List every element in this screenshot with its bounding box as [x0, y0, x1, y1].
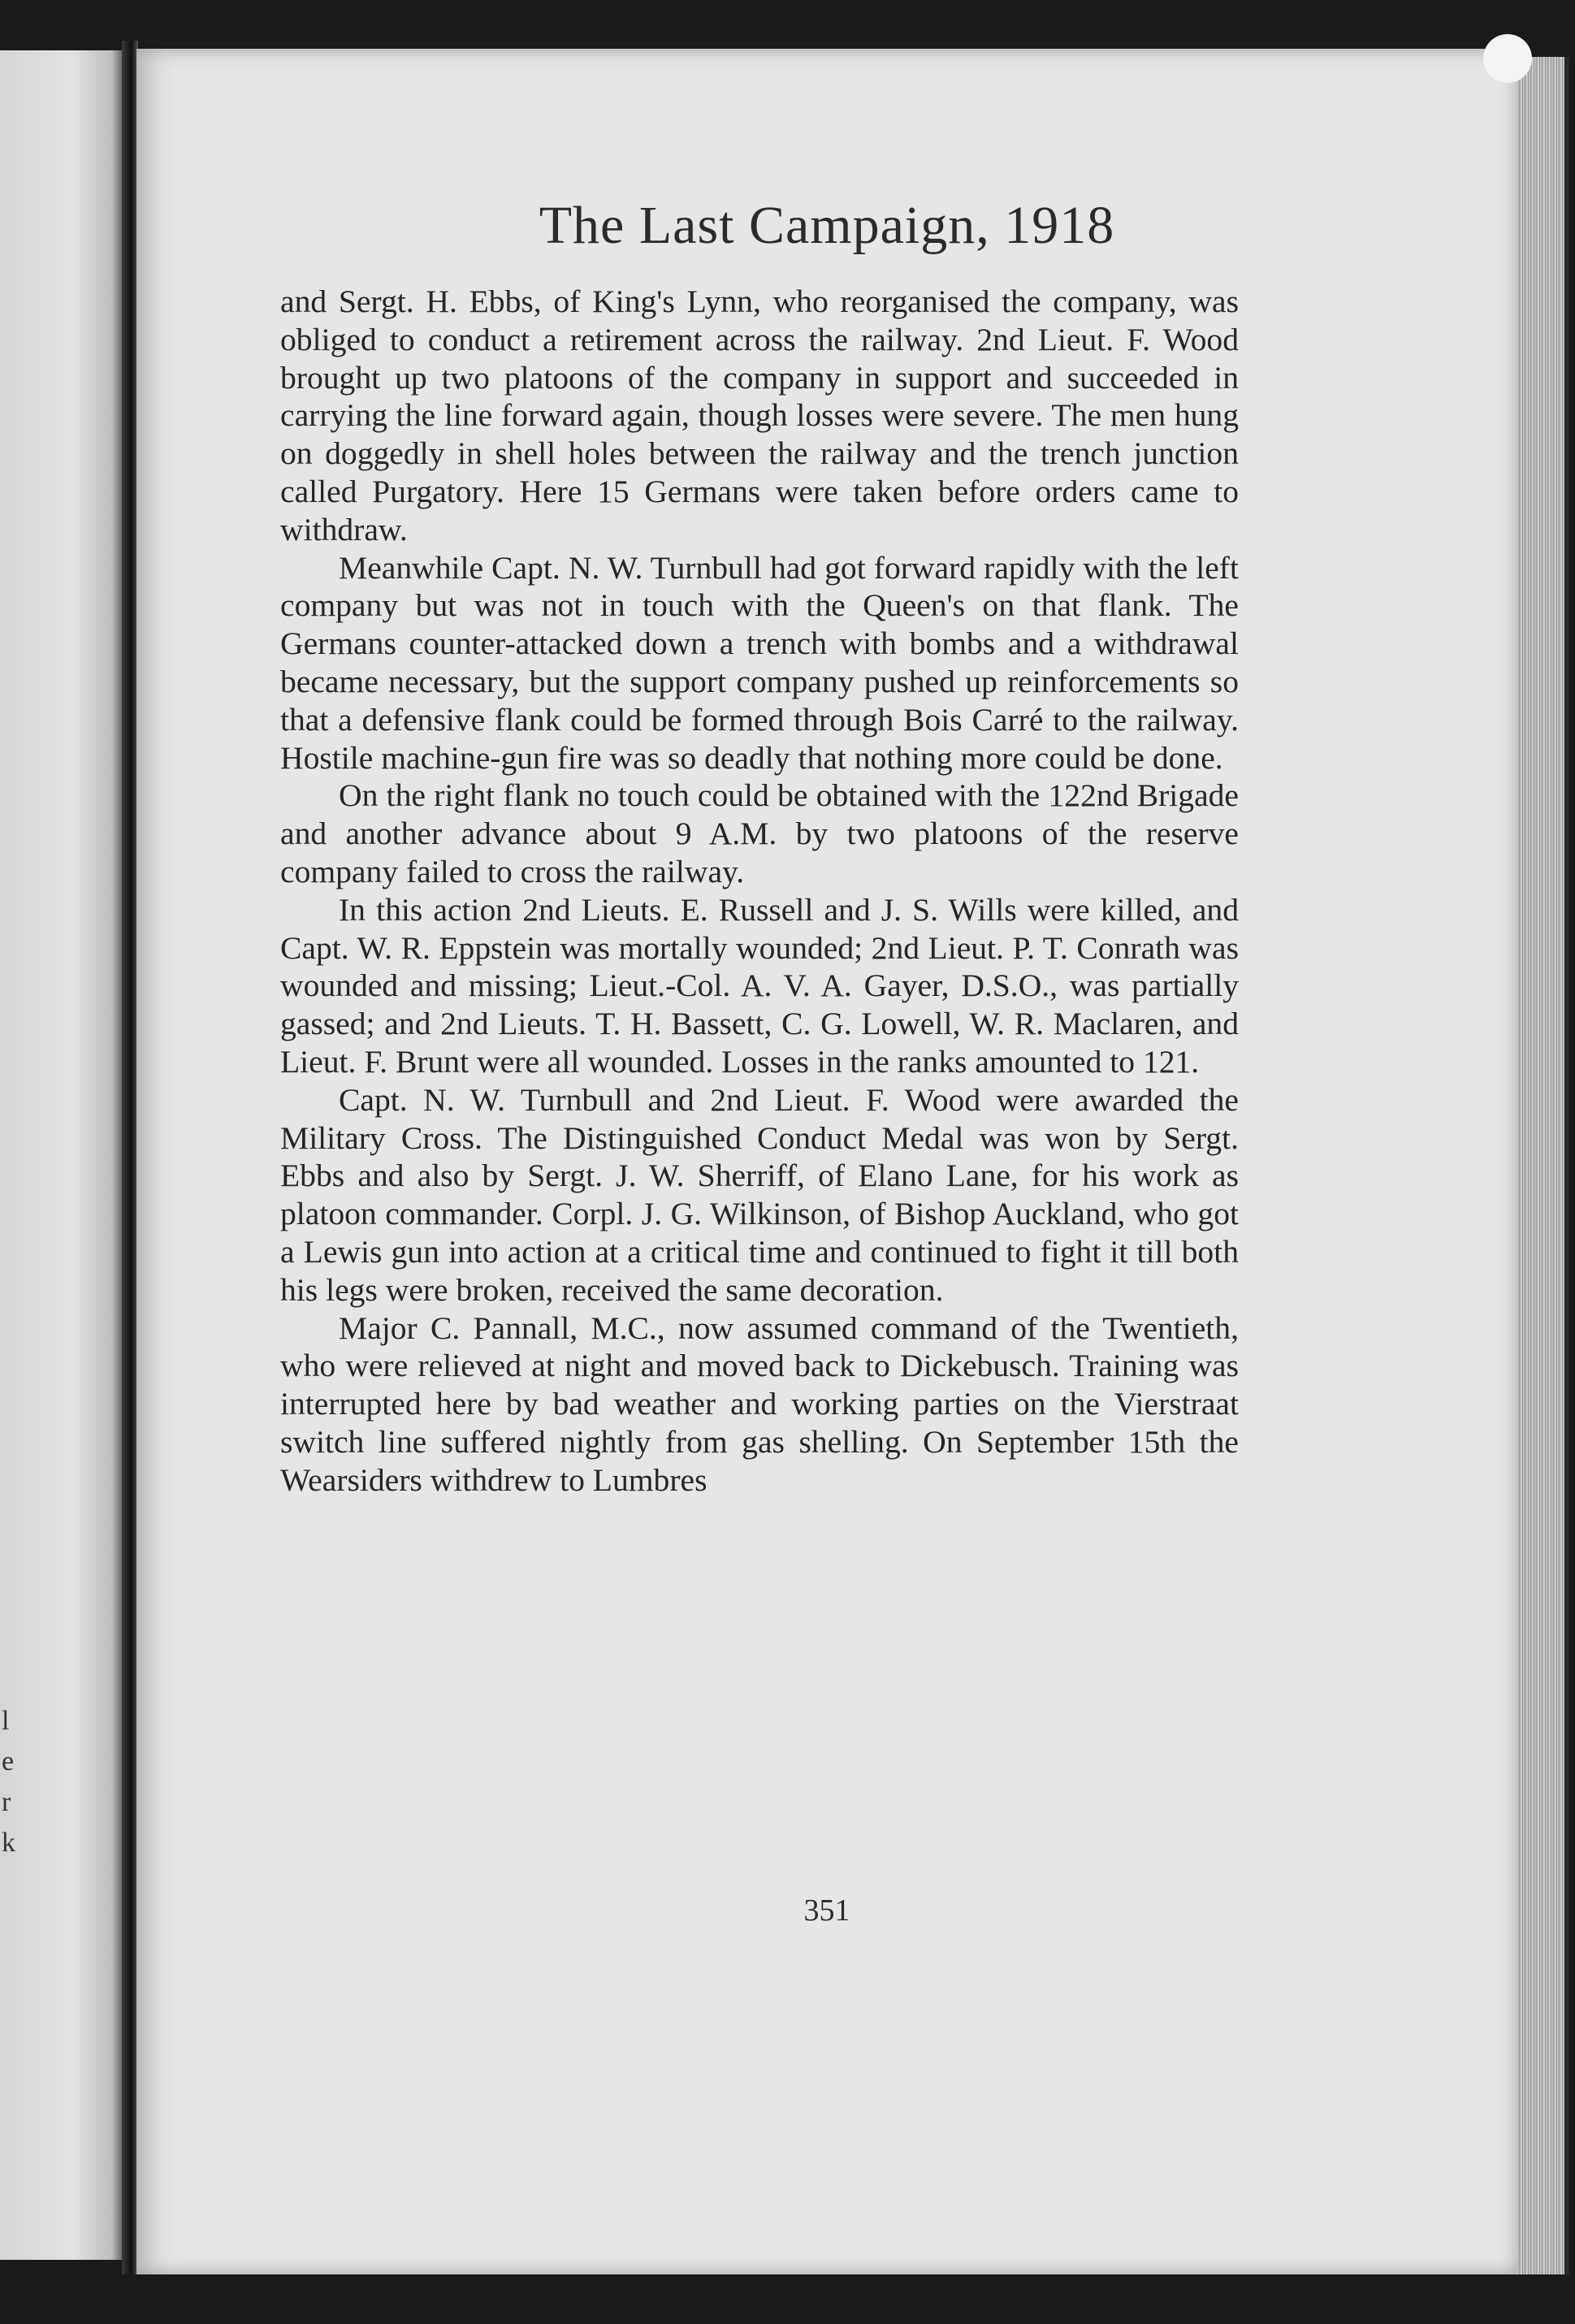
left-page-mark: k	[2, 1828, 15, 1858]
paragraph: On the right flank no touch could be obtained with the 122nd Brigade and another advance about 9 A.M. by two platoons of the reserve company failed to cross the railway.	[280, 777, 1239, 889]
paragraph: and Sergt. H. Ebbs, of King's Lynn, who reorganised the company, was obliged to conduct a retirement across the railway. 2nd Lieut. F. Wood brought up two platoons of the company in support and succeeded in carrying the line forward again, though losses were severe. The men hung on doggedly in shell holes between the railway and the trench junction called Purgatory. Here 15 Germans were taken before orders came to withdraw.	[280, 283, 1239, 547]
running-head: The Last Campaign, 1918	[539, 196, 1115, 255]
paragraph: Capt. N. W. Turnbull and 2nd Lieut. F. Wood were awarded the Military Cross. The Distinguished Conduct Medal was won by Sergt. Ebbs and also by Sergt. J. W. Sherriff, of Elano Lane, for his work as platoon commander. Corpl. J. G. Wilkinson, of Bishop Auckland, who got a Lewis gun into action at a critical time and continued to fight it till both his legs were broken, received the same decoration.	[280, 1081, 1239, 1308]
left-page-mark: r	[2, 1787, 11, 1817]
book-gutter	[122, 41, 138, 2274]
left-page-mark: l	[2, 1706, 10, 1736]
previous-page-edge	[0, 50, 122, 2260]
left-page-mark: e	[2, 1746, 15, 1777]
corner-glare	[1483, 34, 1532, 83]
body-text	[280, 283, 1239, 1500]
paragraph: Major C. Pannall, M.C., now assumed command of the Twentieth, who were relieved at night and moved back to Dickebusch. Training was interrupted here by bad weather and working parties on the Vierstraat switch line suffered nightly from gas shelling. On September 15th the Wearsiders withdrew to Lumbres	[280, 1309, 1239, 1498]
paragraph: In this action 2nd Lieuts. E. Russell and J. S. Wills were killed, and Capt. W. R. Eppstein was mortally wounded; 2nd Lieut. P. T. Conrath was wounded and missing; Lieut.-Col. A. V. A. Gayer, D.S.O., was partially gassed; and 2nd Lieuts. T. H. Bassett, C. G. Lowell, W. R. Maclaren, and Lieut. F. Brunt were all wounded. Losses in the ranks amounted to 121.	[280, 891, 1239, 1080]
page-stack-edges	[1517, 57, 1569, 2274]
paragraph: Meanwhile Capt. N. W. Turnbull had got forward rapidly with the left company but was not in touch with the Queen's on that flank. The Germans counter-attacked down a trench with bombs and a withdrawal became necessary, but the support company pushed up reinforcements so that a defensive flank could be formed through Bois Carré to the railway. Hostile machine-gun fire was so deadly that nothing more could be done.	[280, 549, 1239, 776]
page-number: 351	[803, 1893, 850, 1928]
